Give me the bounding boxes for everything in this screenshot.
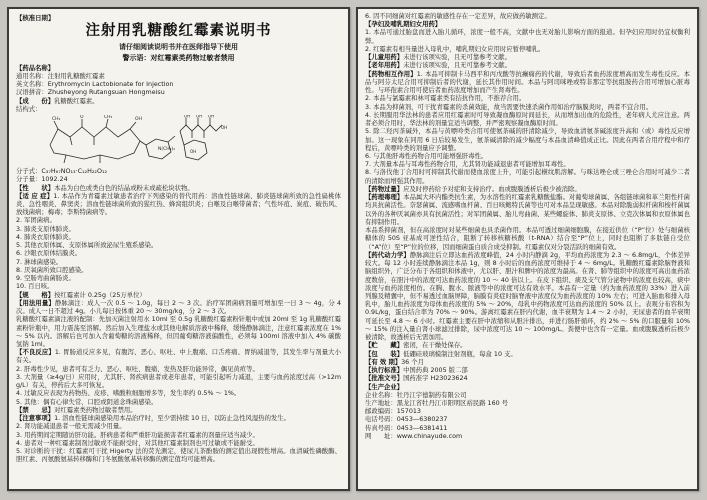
section-text: 9. 空肠弯曲菌肠炎。: [16, 275, 75, 283]
section-text: 网 址：www.chinayude.com: [365, 432, 463, 440]
chemical-structure-diagram: [38, 115, 341, 167]
leaflet-paragraph: [16, 89, 341, 97]
svg-text:CH₃: CH₃: [104, 115, 113, 121]
section-text: 4. 患者对一种红霉素制剂过敏或不能耐受时，对其他红霉素制剂也可过敏或不能耐受。: [16, 439, 259, 447]
section-text: 4. 肺炎衣原体肺炎。: [16, 233, 75, 241]
leaflet-paragraph: [16, 448, 341, 464]
section-text: 3. 本品为抑菌剂，可干扰青霉素的杀菌效能，故当需要快速杀菌作用如治疗脑膜炎时，两者不宜合用。: [365, 103, 653, 111]
approval-date-label: 【核准日期】: [16, 14, 55, 22]
section-text: 乳糖酸红霉素滴注液的配制：先加灭菌注射用水 10ml 至 0.5g 乳糖酸红霉素粉针瓶中或加 20ml 至 1g 乳糖酸红霉素粉针瓶中，用力震荡至溶解。然后加入生理盐水或其他电解质溶液中稀释，缓慢静脉滴注，注意红霉素浓度在 1% ～ 5% 以内。溶解后也可加入含葡萄糖的溶液稀释，但因葡萄糖溶液偏酸性，必须每 100ml 溶液中加入 4% 碳酸氢钠 1ml。: [16, 316, 341, 348]
svg-text:CH₃: CH₃: [52, 117, 61, 123]
svg-text:OH: OH: [135, 117, 142, 123]
section-text: 1. 本品可抑制卡马西平和丙戊酸等抗癫痫药的代谢，导致后者血药浓度增高而发生毒性反应。本品与阿芬太尼合用可抑制后者的代谢，延长其作用时间。本品与阿司咪唑或特非那定等抗组胺药合用可增加心脏毒性。与环孢素合用可使后者血药浓度增加而产生肾毒性。: [365, 70, 690, 95]
section-label: 【规 格】: [16, 291, 55, 299]
leaflet-paragraph: [16, 267, 341, 275]
section-text: 2. 红霉素有相当量进入母乳中，哺乳期妇女应用时应暂停哺乳。: [365, 45, 545, 53]
section-label: 【儿童用药】: [365, 54, 404, 62]
section-text: 未进行该项实验，且无可靠参考文献。: [403, 62, 511, 70]
leaflet-paragraph: [16, 106, 341, 114]
leaflet-paragraph: [365, 71, 690, 96]
page-title: 注射用乳糖酸红霉素说明书: [85, 23, 272, 39]
section-label: 【药代动力学】: [365, 251, 410, 259]
section-text: 本品系抑菌剂，但在高浓度时对某些细菌也具杀菌作用。本品可透过细菌细胞膜，在接近供位（“P”位）处与细菌核糖体的 50S 亚基成可逆性结合，阻断了转移核糖核酸（t-RNA）结合至“P”位上，同时也阻断了多肽链自受位（“A”位）至“P”位的位移，因而细菌蛋白质合成受抑制。红霉素仅对分裂活跃的细菌有效。: [365, 227, 690, 251]
section-text: 2. 肝毒性少见，患者可有乏力、恶心、呕吐、腹痛、发热及肝功能异常，偶见黄疸等。: [16, 365, 259, 373]
section-text: 1. 本品可通过胎盘而进入胎儿循环，浓度一般不高，文献中也无对胎儿影响方面的报道。但孕妇应用时仍宜权衡利弊。: [365, 29, 690, 45]
leaflet-paragraph: [365, 194, 690, 227]
section-label: 【有 效 期】: [365, 358, 402, 366]
section-text: 3. 大剂量（≥4g/日）应用时，尤其肝、肾疾病患者或老年患者，可能引起听力减退，主要与血药浓度过高（>12mg/L）有关，停药后大多可恢复。: [16, 373, 341, 390]
section-text: 本品属大环内酯类抗生素，为水溶性的红霉素乳糖酸盐酯。对葡萄球菌属、各组链球菌和革兰阳性杆菌均具抗菌活性。奈瑟菌属、流感嗜血杆菌、百日咳鲍特氏菌等也可对本品呈现敏感。本品对除脆弱拟杆菌和梭杆菌属以外的各种厌氧菌亦具有抗菌活性；对军团菌属、胎儿弯曲菌、某些螺旋体、肺炎支原体、立克次体属和衣原体属也有抑制作用。: [365, 194, 690, 226]
section-text: 6. 与其他肝毒性药物合用可能增强肝毒性。: [365, 152, 488, 160]
leaflet-paragraph: [16, 217, 341, 225]
section-label: 【注意事项】: [16, 415, 55, 423]
leaflet-paragraph: [16, 300, 341, 316]
leaflet-paragraph: [16, 283, 341, 291]
section-text: 1. 本品作为青霉素过敏患者治疗下列感染的替代用药：溶血性链球菌、肺炎链球菌所致的急性扁桃体炎、急性咽炎、鼻窦炎；溶血性链球菌所致的猩红热、蜂窝组织炎；白喉及白喉带菌者；气性坏疽、炭疽、破伤风、放线菌病；梅毒；李斯特菌病等。: [16, 192, 341, 217]
svg-text:OH: OH: [221, 125, 228, 131]
section-text: 4. 长期服用华法林的患者应用红霉素时可导致凝血酶原时间延长，从而增加出血的危险性，老年病人尤应注意。两者必须合用时，华法林的剂量宜适当调整，并严密观察凝血酶原时间。: [365, 111, 690, 128]
section-text: 乳糖酸红霉素。: [54, 97, 99, 105]
leaflet-paragraph: [365, 95, 690, 103]
leaflet-paragraph: [365, 46, 690, 54]
section-text: 2. 本品与氯霉素和林可霉素类有拮抗作用，不推荐合用。: [365, 95, 526, 103]
section-text: 4. 过敏反应表现为药物热、皮疹、嗜酸粒细胞增多等，发生率约 0.5% ～ 1%。: [16, 390, 241, 398]
leaflet-paragraph: [16, 176, 341, 184]
section-text: 5. 除二羟丙茶碱外，本品与黄嘌呤类合用可使氨茶碱的肝清除减少，导致血清氨茶碱浓度升高和（或）毒性反应增加。这一现象在同用 6 日后较易发生，氨茶碱清除的减少幅度与本品血清峰值成正比。因此在两者合用疗程中和疗程后，黄嘌呤类的剂量应予调整。: [365, 128, 690, 152]
leaflet-paragraph: [16, 65, 341, 73]
leaflet-paragraph: [16, 374, 341, 390]
leaflet-paragraph: [16, 98, 341, 106]
section-text: 英文名称：Erythromycin Lactobionate for Injection: [16, 81, 174, 89]
leaflet-paragraph: [365, 384, 690, 392]
section-label: 【包 装】: [365, 350, 404, 358]
section-text: 生产地址：黑龙江省牡丹江市阳明区裕民路 160 号: [365, 400, 509, 408]
leaflet-paragraph: [16, 275, 341, 283]
section-text: 传真号码：0453—6381411: [365, 424, 448, 432]
section-text: 5. 其他：偶有心律失常、口腔或阴道念珠菌感染。: [16, 398, 158, 406]
section-text: 1. 胃肠道反应多见，有腹泻、恶心、呕吐、中上腹痛、口舌疼痛、胃纳减退等，其发生率与剂量大小有关。: [16, 349, 341, 365]
section-text: 10. 百日咳。: [16, 283, 54, 291]
section-text: 国药准字 H23023624: [403, 375, 468, 383]
section-text: 1. 溶血性链球菌感染用本品治疗时，至少需持续 10 日，以防止急性风湿热的发生。: [54, 415, 290, 423]
section-text: 密闭，在干燥处保存。: [403, 342, 467, 350]
svg-text:N(CH₃)₂: N(CH₃)₂: [158, 147, 176, 153]
section-label: 【批准文号】: [365, 375, 404, 383]
leaflet-paragraph: [365, 227, 690, 252]
section-label: 【性 状】: [16, 184, 55, 192]
leaflet-paragraph: [16, 407, 341, 415]
section-text: 汉语拼音：Zhusheyong Rutangsuan Hongmeisu: [16, 89, 165, 97]
section-label: 【孕妇及哺乳期妇女用药】: [365, 21, 442, 29]
section-text: 3. 用药期间定期随访肝功能。肝病患者和严重肝功能损害者红霉素的剂量应适当减少。: [16, 431, 259, 439]
section-text: 8. 与洛伐他丁合用时可抑制其代谢而使血浓度上升，可能引起横纹肌溶解。与咪达唑仑或三唑仑合用时可减少二者的清除而增强其作用。: [365, 169, 690, 185]
section-label: 【禁 忌】: [16, 406, 55, 414]
section-label: 【老年用药】: [365, 62, 404, 70]
section-text: 对红霉素类药物过敏者禁用。: [54, 406, 137, 414]
leaflet-paragraph: [16, 399, 341, 407]
leaflet-paragraph: [365, 252, 690, 343]
section-label: 【药物过量】: [365, 185, 404, 193]
section-text: 本品为白色或类白色的结晶或粉末或疏松块状物。: [54, 184, 194, 192]
section-text: 3. 肺炎支原体肺炎。: [16, 225, 75, 233]
leaflet-paragraph: [16, 226, 341, 234]
leaflet-paragraph: [365, 186, 690, 194]
leaflet-paragraph: [365, 13, 690, 21]
svg-text:OH: OH: [196, 115, 203, 119]
leaflet-paragraph: [365, 342, 690, 350]
leaflet-paragraph: [365, 416, 690, 424]
leaflet-paragraph: [16, 366, 341, 374]
svg-text:O: O: [80, 115, 84, 121]
section-label: 【贮 藏】: [365, 342, 404, 350]
section-text: 按红霉素计 0.25g（25万单位）: [54, 291, 146, 299]
leaflet-paragraph: [365, 128, 690, 153]
section-text: 6. 因不同细菌对红霉素的敏感性存在一定差异，故应做药敏测定。: [365, 13, 551, 20]
svg-text:OH: OH: [208, 115, 215, 119]
leaflet-page-right: [356, 7, 699, 491]
section-text: 2. 军团菌病。: [16, 217, 56, 225]
section-text: 静脉滴注：成人一次 0.5 ～ 1.0g，每日 2 ～ 3 次。治疗军团菌病剂量可增加至一日 3 ～ 4g，分 4 次。成人一日不超过 4g。小儿每日按体重 20 ～ 30mg/kg，分 2 ～ 3 次。: [16, 299, 341, 316]
section-text: 5. 对诊断的干扰：红霉素可干扰 Higerty 法的荧光测定，使尿儿茶酚胺的测定值出现假性增高。血清碱性磷酸酶、胆红素、丙氨酸氨基转移酶和门冬氨酸氨基转移酶的测定值均可能增高。: [16, 448, 341, 464]
section-text: 未进行该项实验，且无可靠参考文献。: [403, 54, 511, 62]
leaflet-paragraph: [365, 433, 690, 441]
section-text: 结构式：: [16, 105, 42, 113]
leaflet-paragraph: [365, 375, 690, 383]
leaflet-page-left: [7, 7, 350, 491]
leaflet-paragraph: [16, 259, 341, 267]
leaflet-paragraph: [365, 351, 690, 359]
leaflet-paragraph: [16, 432, 341, 440]
leaflet-paragraph: [16, 193, 341, 218]
svg-text:OH: OH: [190, 149, 197, 155]
section-text: 通用名称：注射用乳糖酸红霉素: [16, 72, 105, 80]
leaflet-paragraph: [16, 349, 341, 365]
leaflet-paragraph: [16, 73, 341, 81]
left-page-sections: [16, 65, 341, 465]
section-text: 电话号码：0453—6380237: [365, 416, 448, 424]
section-text: 7. 大剂量本品与耳毒性药物合用，尤其肾功能减退患者可能增加耳毒性。: [365, 161, 570, 169]
section-text: 企业名称：牡丹江宇德制药有限公司: [365, 391, 467, 399]
section-text: 2. 肾功能减退患者一般无需减少用量。: [16, 423, 126, 431]
leaflet-paragraph: [16, 423, 341, 431]
leaflet-paragraph: [16, 292, 341, 300]
section-text: 6. 沙眼衣原体结膜炎。: [16, 250, 82, 258]
leaflet-paragraph: [365, 392, 690, 400]
section-text: 低硼硅玻璃模制注射剂瓶，每盒 10 支。: [403, 350, 517, 358]
section-text: 静脉滴注后立即达血药浓度峰值，24 小时内静滴 2g，平均血药浓度为 2.3 ～ 6.8mg/L，个体差异较大。每 12 小时连续静脉滴注本品 1g，则 8 小时后的血药浓度可维持于 4 ～ 6mg/L。乳糖酸红霉素除脑脊液和脑组织外，广泛分布于各组织和体液中，尤以肝、胆汁和脾中的浓度为最高。在肾、肺等组织中的浓度可高出血药浓度数倍，在胆汁中的浓度可达血药浓度的 10 ～ 40 倍以上。在皮下组织、痰及支气管分泌物中的浓度也较高，痰中浓度与血药浓度相仿。在胸、腹水、脓液等中的浓度可达有效水平。本品有一定量（约为血药浓度的 33%）进入前列腺及精囊中，但不易透过血脑屏障，脑膜有炎症时脑脊液中浓度仅为血药浓度的 10% 左右；可进入胎血和排入母乳中，胎儿血药浓度为母体血药浓度的 5% ～ 20%，母乳中药物浓度可达血药浓度的 50% 以上。表观分布容积为 0.9L/kg，蛋白结合率为 70% ～ 90%。游离红霉素在肝内代谢，血半衰期为 1.4 ～ 2 小时，无尿患者的血半衰期可延长至 4.8 ～ 6 小时。红霉素主要在肝中浓缩和从胆汁排出，并进行肠肝循环，约 2% ～ 5% 的口服量和 10% ～ 15% 的注入量自肾小球滤过排除，尿中浓度可达 10 ～ 100mg/L。粪便中也含有一定量。血或腹膜透析后极少被清除，故透析后无需加用。: [365, 251, 690, 342]
section-label: 【执行标准】: [365, 367, 404, 375]
section-text: 8. 厌氧菌所致口腔感染。: [16, 266, 88, 274]
leaflet-paragraph: [365, 29, 690, 45]
section-text: 中国药典 2005 版二部: [403, 367, 468, 375]
section-text: 邮政编码：157013: [365, 408, 421, 416]
leaflet-paragraph: [365, 153, 690, 161]
section-label: 【药理毒理】: [365, 194, 404, 202]
leaflet-paragraph: [365, 112, 690, 128]
section-text: 7. 淋球菌感染。: [16, 258, 63, 266]
leaflet-paragraph: [16, 316, 341, 349]
section-label: 【药物相互作用】: [365, 70, 417, 78]
leaflet-paragraph: [16, 440, 341, 448]
section-text: 分子式：C₃₇H₆₇NO₁₃·C₁₂H₂₂O₁₂: [16, 168, 108, 176]
section-label: 【成 份】: [16, 97, 55, 105]
section-label: 【用法用量】: [16, 299, 55, 307]
read-instructions-note: 请仔细阅读说明书并在医师指导下使用: [119, 42, 238, 51]
leaflet-paragraph: [16, 185, 341, 193]
leaflet-paragraph: [365, 359, 690, 367]
leaflet-paragraph: [365, 425, 690, 433]
section-text: 分子量：1092.24: [16, 176, 68, 184]
section-label: 【药品名称】: [16, 64, 55, 72]
section-text: 36 个月: [401, 358, 424, 366]
section-text: 应及时停药给予对症和支持治疗。血或腹膜透析后极少被消除。: [403, 185, 581, 193]
leaflet-paragraph: [16, 390, 341, 398]
leaflet-paragraph: [365, 169, 690, 185]
leaflet-paragraph: [365, 400, 690, 408]
leaflet-paragraph: [16, 250, 341, 258]
section-label: 【不良反应】: [16, 349, 55, 357]
svg-text:OH: OH: [184, 115, 191, 119]
right-page-sections: [365, 13, 690, 441]
warning-statement: 警示语：对红霉素类药物过敏者禁用: [122, 53, 235, 62]
section-label: 【适 应 症】: [16, 192, 54, 200]
leaflet-paragraph: [365, 104, 690, 112]
section-label: 【生产企业】: [365, 383, 404, 391]
leaflet-paragraph: [365, 62, 690, 70]
section-text: 5. 其他衣原体属、支原体属所致泌尿生殖系感染。: [16, 242, 158, 250]
leaflet-paragraph: [16, 234, 341, 242]
